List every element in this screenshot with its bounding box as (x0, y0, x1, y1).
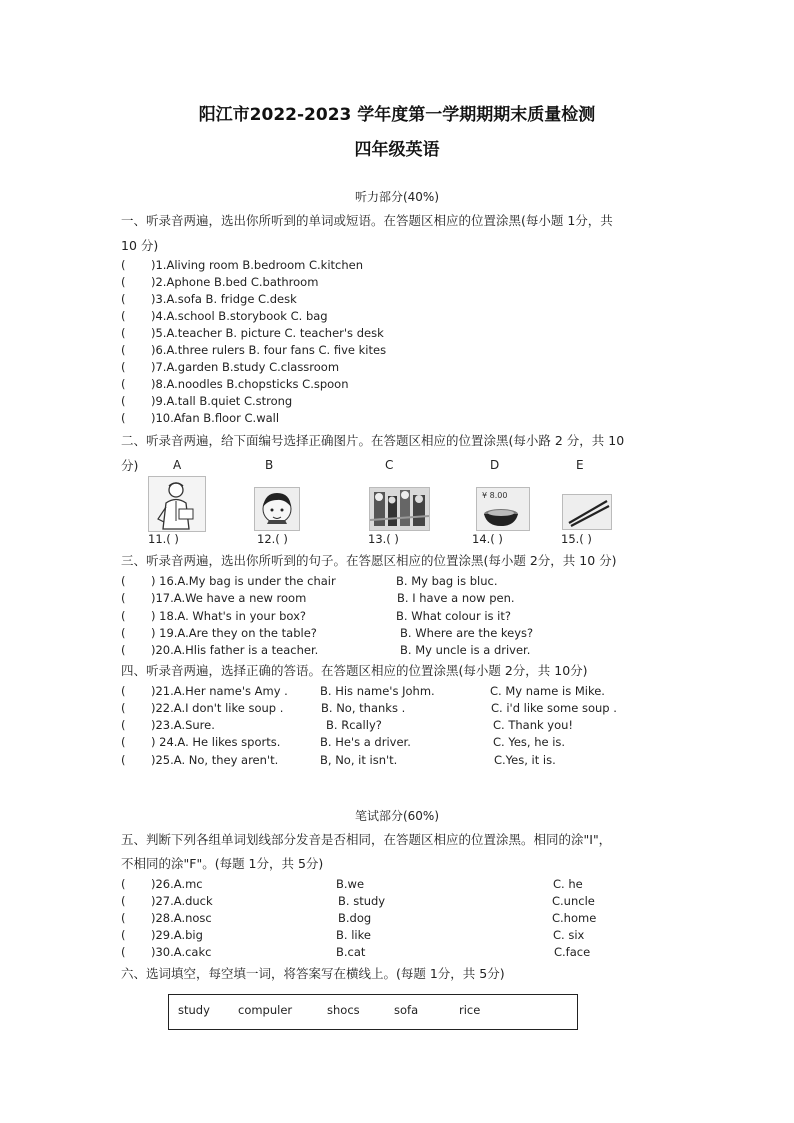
part4-instruction: 四、听录音两遍，选择正确的答语。在答题区相应的位置涂黑(每小题 2分，共 10分) (121, 663, 588, 678)
answer-11: 11.( ) (148, 532, 179, 546)
answer-14: 14.( ) (472, 532, 503, 546)
picture-label-b: B (265, 458, 274, 472)
answer-12: 12.( ) (257, 532, 288, 546)
part6-instruction: 六、选词填空，每空填一词，将答案写在横线上。(每题 1分，共 5分) (121, 966, 505, 981)
exam-title: 阳江市2022-2023 学年度第一学期期期末质量检测 (198, 105, 596, 125)
picture-label-d: D (490, 458, 500, 472)
part3-instruction: 三、听录音两遍，选出你所听到的句子。在答愿区相应的位置涂黑(每小题 2分，共 10 分) (121, 553, 617, 568)
answer-13: 13.( ) (368, 532, 399, 546)
part5-instruction: 五、判断下列各组单词划线部分发音是否相同，在答题区相应的位置涂黑。相同的涂"I"， (121, 832, 612, 847)
price-tag: ¥ 8.00 (482, 491, 508, 500)
chopsticks-picture (562, 494, 612, 530)
word-bank-item: compuler (238, 1003, 293, 1017)
part1-instruction-cont: 10 分) (121, 238, 159, 253)
part5-instruction-cont: 不相同的涂"F"。(每题 1分，共 5分) (121, 856, 324, 871)
word-bank-box (168, 994, 578, 1030)
exam-subtitle: 四年级英语 (354, 140, 440, 160)
classroom-picture (369, 487, 430, 531)
part1-instruction: 一、听录音两遍，选出你所听到的单词或短语。在答题区相应的位置涂黑(每小题 1分，共 (121, 213, 613, 228)
word-bank-item: study (178, 1003, 210, 1017)
noodles-bowl-picture (476, 487, 530, 531)
writing-heading: 笔试部分(60%) (354, 809, 440, 823)
picture-label-a: A (173, 458, 182, 472)
part2-instruction-cont: 分) (121, 458, 139, 473)
boy-picture (254, 487, 300, 531)
word-bank-item: rice (459, 1003, 481, 1017)
listening-heading: 听力部分(40%) (354, 190, 440, 204)
teacher-picture (148, 476, 206, 532)
word-bank-item: shocs (327, 1003, 360, 1017)
answer-15: 15.( ) (561, 532, 592, 546)
part2-instruction: 二、听录音两遍，给下面编号选择正确图片。在答题区相应的位置涂黑(每小路 2 分，共 10 (121, 433, 625, 448)
picture-label-c: C (385, 458, 394, 472)
word-bank-item: sofa (394, 1003, 419, 1017)
picture-label-e: E (576, 458, 584, 472)
